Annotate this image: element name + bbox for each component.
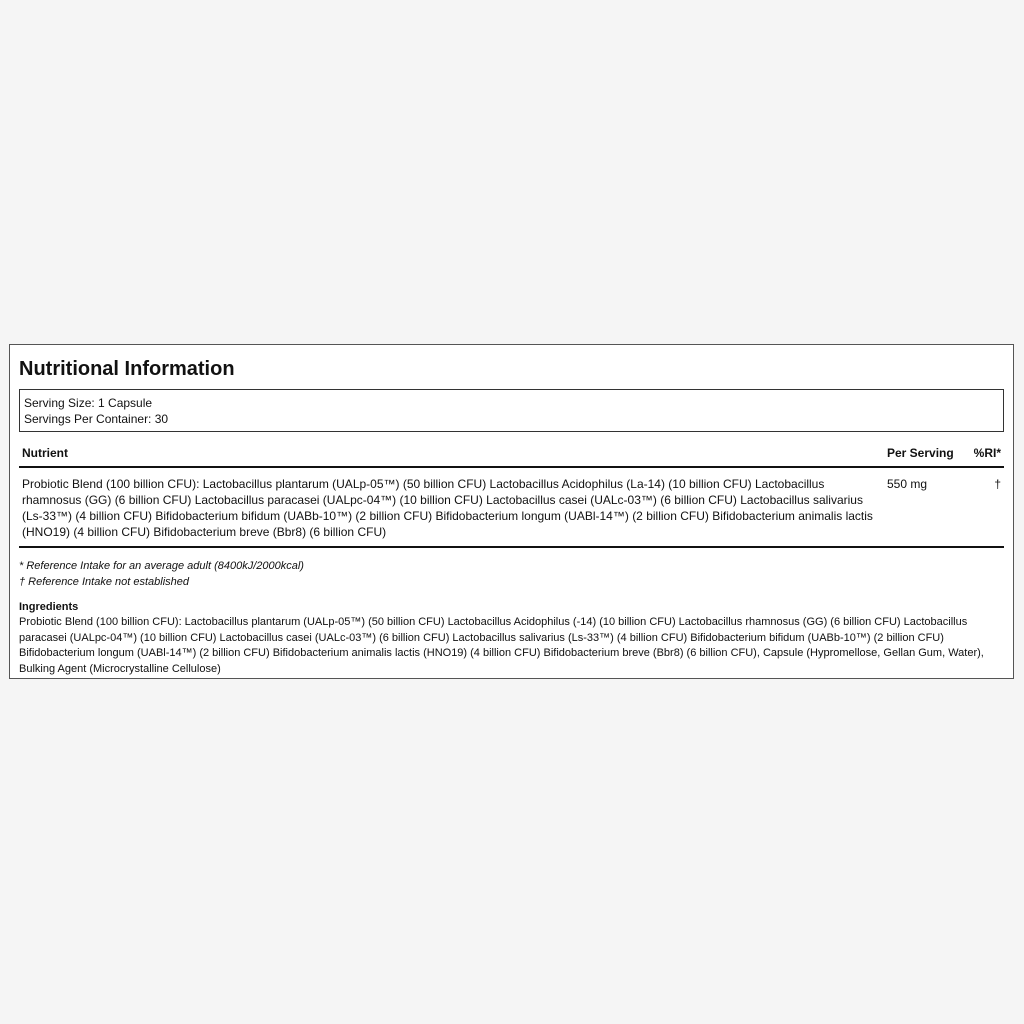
nutrition-panel <box>9 344 1014 679</box>
ingredients-title: Ingredients <box>19 601 79 613</box>
footnotes <box>19 558 1004 590</box>
per-serving-value: 550 mg <box>887 467 960 547</box>
footnote-reference: * Reference Intake for an average adult (8400kJ/2000kcal) <box>19 560 304 572</box>
ri-value: † <box>960 467 1004 547</box>
nutrient-table <box>19 442 1004 548</box>
panel-title: Nutritional Information <box>19 358 235 380</box>
serving-size: Serving Size: 1 Capsule <box>24 396 153 410</box>
header-per-serving: Per Serving <box>887 442 960 467</box>
header-nutrient: Nutrient <box>19 442 887 467</box>
ingredients-text: Probiotic Blend (100 billion CFU): Lactobacillus plantarum (UALp-05™) (50 billion CFU) Lactobacillus Acidophilus (-14) (10 billion CFU) Lactobacillus rhamnosus (GG) (6 billion CFU) Lactobacillus paracasei (UALpc-04™) (10 billion CFU) Lactobacillus casei (UALc-03™) (6 billion CFU) Lactobacillus salivarius (Ls-33™) (4 billion CFU) Bifidobacterium bifidum (UABb-10™) (2 billion CFU) Bifidobacterium longum (UABl-14™) (2 billion CFU) Bifidobacterium animalis lactis (HNO19) (4 billion CFU) Bifidobacterium breve (Bbr8) (6 billion CFU), Capsule (Hypromellose, Gellan Gum, Water), Bulking Agent (Microcrystalline Cellulose) <box>19 616 984 675</box>
nutrient-name: Probiotic Blend (100 billion CFU): Lactobacillus plantarum (UALp-05™) (50 billion CFU) Lactobacillus Acidophilus (La-14) (10 billion CFU) Lactobacillus rhamnosus (GG) (6 billion CFU) Lactobacillus paracasei (UALpc-04™) (10 billion CFU) Lactobacillus casei (UALc-03™) (6 billion CFU) Lactobacillus salivarius (Ls-33™) (4 billion CFU) Bifidobacterium bifidum (UABb-10™) (2 billion CFU) Bifidobacterium longum (UABl-14™) (2 billion CFU) Bifidobacterium animalis lactis (HNO19) (4 billion CFU) Bifidobacterium breve (Bbr8) (6 billion CFU) <box>19 467 887 547</box>
footnote-not-established: † Reference Intake not established <box>19 576 190 588</box>
table-header-row <box>19 442 1004 467</box>
table-row <box>19 467 1004 547</box>
serving-info-box <box>19 389 1004 432</box>
servings-per-container: Servings Per Container: 30 <box>24 412 169 426</box>
header-ri: %RI* <box>960 442 1004 467</box>
